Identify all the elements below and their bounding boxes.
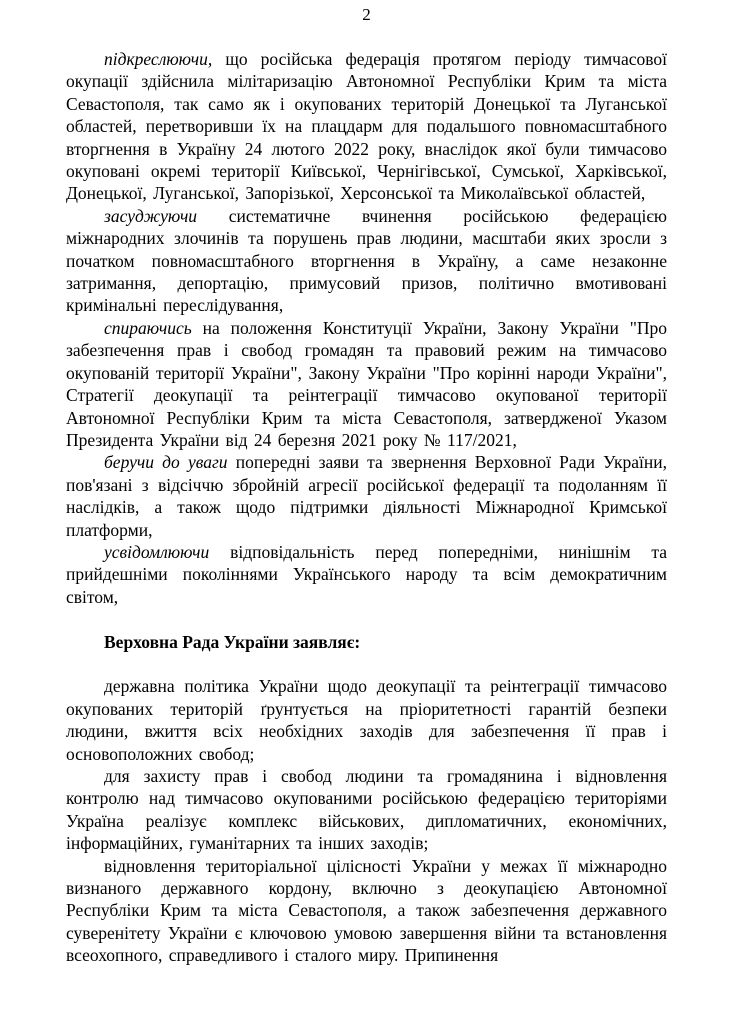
paragraph-lead-italic: усвідомлюючи [104,541,210,562]
paragraph-lead-italic: підкреслюючи, [104,49,213,69]
paragraph-body-text: попередні заяви та звернення Верховної Ради України, пов'язані з відсіччю збройній агресії російської федерації та подоланням її наслідків, а також щодо підтримки діяльності Міжнародної Кримської платформи, [66,452,667,540]
paragraph-body-text: систематичне вчинення російською федерацією міжнародних злочинів та порушень прав людини, масштаби яких зросли з початком повномасштабного вторгнення в Україну, а саме незаконне затримання, депортацію, примусовий призов, політично вмотивовані кримінальні переслідування, [66,205,667,316]
preamble-paragraph [66,48,667,205]
preamble-paragraph [66,451,667,541]
preamble-paragraph [66,205,667,317]
preamble-paragraph [66,541,667,608]
paragraph-lead-italic: засуджуючи [104,205,198,226]
paragraph-lead-italic: спираючись [104,317,192,338]
paragraph-body-text: що російська федерація протягом періоду тимчасової окупації здійснила мілітаризацію Автономної Республіки Крим та міста Севастополя, так само як і окупованих територій Донецької та Луганської областей, перетворивши їх на плацдарм для подальшого повномасштабного вторгнення в Україну 24 лютого 2022 року, внаслідок якої були тимчасово окуповані окремі території Київської, Чернігівської, Сумської, Харківської, Донецької, Луганської, Запорізької, Херсонської та Миколаївської областей, [66,49,667,204]
preamble-paragraph [66,317,667,451]
paragraph-lead-italic: беручи до уваги [104,452,228,473]
paragraph-body-text: на положення Конституції України, Закону України "Про забезпечення прав і свобод громадян та правовий режим на тимчасово окупованій території України", Закону України "Про корінні народи України", Стратегії деокупації та реінтеграції тимчасово окупованої території Автономної Республіки Крим та міста Севастополя, затвердженої Указом Президента України від 24 березня 2021 року № 117/2021, [66,317,667,450]
declaration-heading: Верховна Рада України заявляє: [104,631,361,652]
statement-paragraph: для захисту прав і свобод людини та громадянина і відновлення контролю над тимчасово окупованими російською федерацією територіями Україна реалізує комплекс військових, дипломатичних, економічних, інформаційних, гуманітарних та інших заходів; [66,765,667,854]
paragraph-body-text: відповідальність перед попередніми, нинішнім та прийдешніми поколіннями Українського народу та всім демократичним світом, [66,541,667,607]
statement-paragraph: державна політика України щодо деокупації та реінтеграції тимчасово окупованих територій ґрунтується на пріоритетності гарантій безпеки людини, вжиття всіх необхідних заходів для забезпечення її прав і основоположних свобод; [66,676,667,764]
page-number: 2 [362,5,371,24]
statement-paragraph: відновлення територіальної цілісності України у межах її міжнародно визнаного державного кордону, включно з деокупацією Автономної Республіки Крим та міста Севастополя, а також забезпечення державного суверенітету України є ключовою умовою завершення війни та встановлення всеохопного, справедливого і сталого миру. Припинення [66,855,667,966]
